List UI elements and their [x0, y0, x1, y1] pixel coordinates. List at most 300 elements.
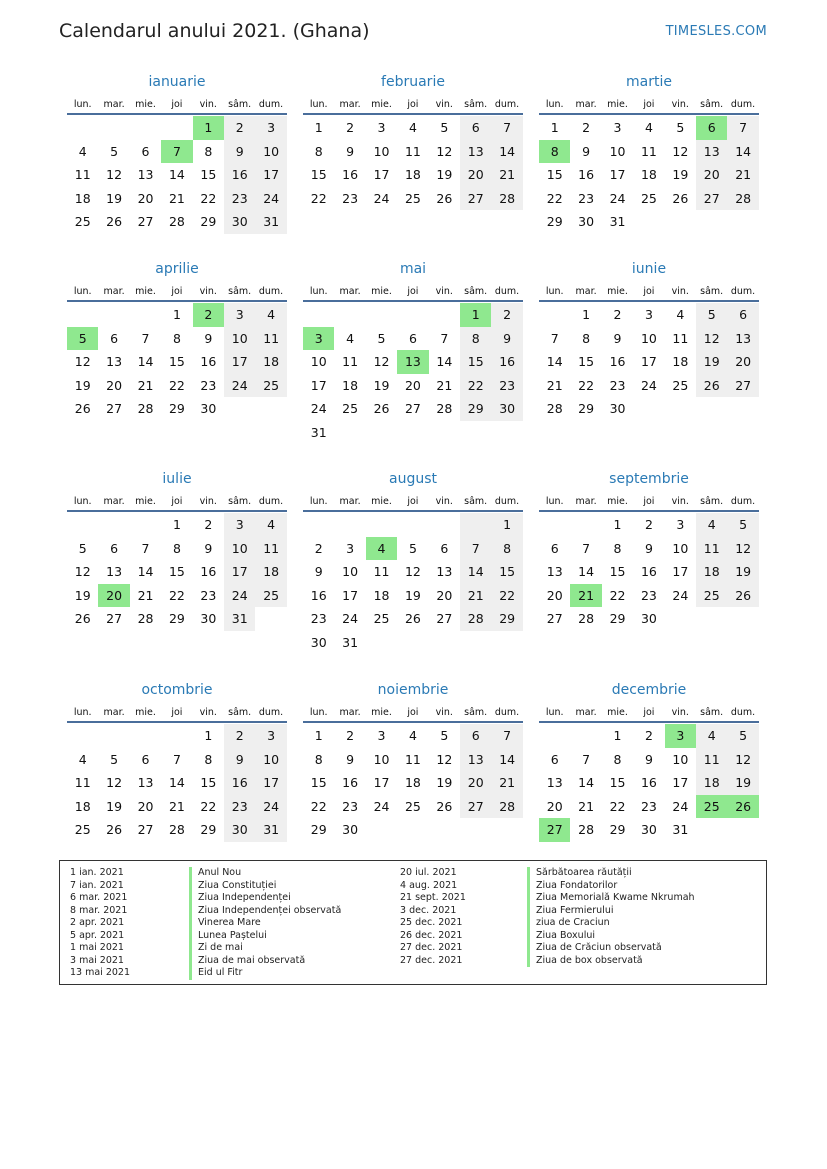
weekday-header [67, 705, 287, 723]
day-grid [303, 116, 523, 210]
weekday-header [303, 97, 523, 115]
day-cell: 18 [672, 354, 689, 369]
day-cell: 10 [342, 564, 359, 579]
day-cell: 3 [346, 540, 355, 556]
day-cell: 29 [200, 822, 217, 837]
day-cell: 16 [640, 564, 657, 579]
day-cell: 8 [613, 751, 622, 767]
empty-cell [98, 116, 129, 140]
day-cell: 26 [727, 795, 758, 819]
day-cell: 30 [491, 397, 522, 421]
weekday-label: lun. [309, 496, 328, 507]
weekday-label: sâm. [700, 99, 724, 110]
day-cell: 26 [373, 401, 390, 416]
day-cell: 8 [314, 751, 323, 767]
day-cell: 28 [168, 214, 185, 229]
day-cell: 5 [408, 540, 417, 556]
weekday-label: dum. [258, 286, 284, 297]
day-cell: 12 [436, 751, 453, 767]
day-cell: 24 [640, 377, 657, 393]
weekday-label: mie. [135, 99, 156, 110]
day-cell: 6 [141, 751, 150, 767]
day-cell: 20 [460, 771, 491, 795]
day-cell: 2 [224, 116, 255, 140]
day-cell: 7 [582, 540, 591, 556]
day-cell: 24 [255, 795, 286, 819]
day-cell: 3 [676, 517, 685, 532]
weekday-label: vin. [199, 286, 217, 297]
day-cell: 21 [578, 798, 595, 814]
day-cell: 10 [609, 143, 626, 159]
day-cell: 6 [141, 143, 150, 159]
day-cell: 13 [460, 748, 491, 772]
day-cell: 29 [609, 611, 626, 626]
weekday-label: dum. [258, 99, 284, 110]
day-cell: 30 [200, 401, 217, 416]
month-ianuarie [67, 73, 287, 234]
weekday-label: dum. [730, 99, 756, 110]
month-name: decembrie [611, 682, 687, 698]
day-cell: 26 [696, 374, 727, 398]
day-cell: 7 [582, 751, 591, 767]
holiday-date: 1 ian. 2021 [70, 867, 124, 878]
day-cell: 8 [460, 327, 491, 351]
day-cell: 18 [255, 560, 286, 584]
day-cell: 19 [74, 587, 91, 603]
day-cell: 5 [727, 513, 758, 537]
holiday-name: Sărbătoarea răutății [527, 867, 695, 880]
day-cell: 30 [640, 611, 657, 626]
holiday-name: Ziua de Crăciun observată [527, 942, 695, 955]
day-cell: 13 [546, 564, 563, 579]
day-cell: 7 [161, 140, 192, 164]
day-cell: 3 [255, 116, 286, 140]
holiday-name: Eid ul Fitr [189, 967, 341, 980]
weekday-label: sâm. [228, 286, 252, 297]
day-cell: 6 [696, 116, 727, 140]
day-cell: 22 [168, 377, 185, 393]
day-cell: 19 [404, 587, 421, 603]
holiday-name: Ziua de box observată [527, 955, 695, 968]
holiday-name: Ziua de mai observată [189, 955, 341, 968]
day-cell: 26 [727, 584, 758, 608]
day-cell: 3 [377, 728, 386, 743]
weekday-label: vin. [435, 286, 453, 297]
holiday-name: Ziua Fondatorilor [527, 880, 695, 893]
day-cell: 11 [74, 775, 91, 790]
weekday-label: vin. [435, 99, 453, 110]
day-cell: 15 [609, 775, 626, 790]
day-grid [67, 513, 287, 631]
weekday-label: mar. [339, 707, 361, 718]
day-cell: 26 [74, 611, 91, 626]
weekday-label: lun. [545, 286, 564, 297]
holiday-date: 7 ian. 2021 [70, 879, 124, 891]
day-cell: 5 [676, 120, 685, 135]
day-cell: 17 [255, 771, 286, 795]
weekday-label: lun. [309, 707, 328, 718]
day-cell: 1 [172, 307, 181, 322]
day-cell: 9 [491, 327, 522, 351]
day-cell: 16 [491, 350, 522, 374]
weekday-label: dum. [494, 286, 520, 297]
day-cell: 20 [727, 350, 758, 374]
day-cell: 15 [200, 167, 217, 182]
day-cell: 11 [404, 143, 421, 159]
day-cell: 29 [578, 401, 595, 416]
day-cell: 12 [106, 167, 123, 182]
day-cell: 28 [578, 822, 595, 837]
day-cell: 22 [491, 584, 522, 608]
weekday-label: vin. [435, 707, 453, 718]
empty-cell [334, 513, 365, 537]
day-cell: 19 [672, 167, 689, 182]
day-cell: 8 [204, 751, 213, 767]
day-cell: 16 [200, 354, 217, 369]
month-octombrie [67, 681, 287, 842]
day-cell: 19 [436, 167, 453, 182]
day-cell: 16 [342, 167, 359, 182]
day-cell: 31 [342, 634, 359, 650]
weekday-label: dum. [730, 707, 756, 718]
day-cell: 23 [578, 190, 595, 206]
day-cell: 8 [613, 540, 622, 556]
empty-cell [303, 513, 334, 537]
day-cell: 12 [404, 564, 421, 579]
day-cell: 23 [640, 587, 657, 603]
day-cell: 22 [578, 377, 595, 393]
day-cell: 19 [373, 377, 390, 393]
day-cell: 29 [609, 822, 626, 837]
day-cell: 14 [436, 354, 453, 369]
day-cell: 28 [546, 401, 563, 416]
day-cell: 23 [224, 795, 255, 819]
day-cell: 1 [204, 728, 213, 743]
day-cell: 21 [491, 163, 522, 187]
holiday-date: 27 dec. 2021 [400, 942, 463, 953]
day-cell: 8 [204, 143, 213, 159]
weekday-label: dum. [494, 707, 520, 718]
day-cell: 28 [168, 822, 185, 837]
weekday-label: mar. [103, 286, 125, 297]
empty-cell [570, 513, 601, 537]
day-cell: 11 [255, 327, 286, 351]
day-cell: 21 [168, 190, 185, 206]
day-cell: 17 [640, 354, 657, 369]
weekday-label: mar. [575, 496, 597, 507]
month-iulie [67, 470, 287, 631]
day-cell: 5 [377, 330, 386, 346]
day-cell: 26 [106, 822, 123, 837]
day-cell: 15 [168, 354, 185, 369]
month-name: octombrie [141, 682, 213, 698]
holiday-name: Lunea Paștelui [189, 930, 341, 943]
day-cell: 31 [609, 214, 626, 229]
day-cell: 14 [578, 564, 595, 579]
day-cell: 9 [224, 140, 255, 164]
day-cell: 26 [672, 190, 689, 206]
day-cell: 22 [200, 798, 217, 814]
day-cell: 9 [204, 330, 213, 346]
weekday-label: joi [643, 496, 655, 507]
weekday-label: sâm. [228, 707, 252, 718]
day-cell: 13 [106, 564, 123, 579]
empty-cell [67, 303, 98, 327]
day-cell: 2 [346, 728, 355, 743]
holiday-name: Ziua Independenței observată [189, 905, 341, 918]
day-cell: 15 [578, 354, 595, 369]
day-grid [539, 513, 759, 631]
month-name: aprilie [155, 261, 199, 277]
day-cell: 2 [346, 120, 355, 135]
day-cell: 6 [440, 540, 449, 556]
holiday-date: 8 mar. 2021 [70, 904, 128, 916]
day-cell: 21 [727, 163, 758, 187]
day-cell: 14 [578, 775, 595, 790]
empty-cell [67, 724, 98, 748]
day-grid [67, 724, 287, 842]
day-cell: 22 [546, 190, 563, 206]
day-cell: 20 [460, 163, 491, 187]
day-cell: 14 [137, 354, 154, 369]
day-cell: 11 [74, 167, 91, 182]
day-cell: 2 [491, 303, 522, 327]
day-cell: 23 [200, 377, 217, 393]
weekday-label: mie. [135, 496, 156, 507]
empty-cell [397, 513, 428, 537]
day-cell: 20 [98, 584, 129, 608]
day-cell: 10 [255, 140, 286, 164]
weekday-label: mie. [371, 707, 392, 718]
day-cell: 19 [106, 190, 123, 206]
weekday-label: lun. [73, 496, 92, 507]
day-grid [303, 724, 523, 842]
day-cell: 30 [640, 822, 657, 837]
day-cell: 2 [644, 728, 653, 743]
day-cell: 15 [546, 167, 563, 182]
empty-cell [98, 303, 129, 327]
day-cell: 24 [224, 374, 255, 398]
day-cell: 13 [106, 354, 123, 369]
holiday-name: Ziua Constituției [189, 880, 341, 893]
day-cell: 18 [404, 167, 421, 182]
day-cell: 13 [397, 350, 428, 374]
weekday-label: mie. [371, 496, 392, 507]
day-cell: 29 [200, 214, 217, 229]
day-cell: 9 [224, 748, 255, 772]
day-cell: 10 [310, 354, 327, 369]
day-cell: 3 [255, 724, 286, 748]
day-cell: 6 [727, 303, 758, 327]
day-cell: 17 [224, 350, 255, 374]
weekday-label: lun. [73, 707, 92, 718]
weekday-label: sâm. [700, 286, 724, 297]
day-cell: 23 [640, 798, 657, 814]
day-cell: 31 [310, 424, 327, 440]
day-cell: 12 [106, 775, 123, 790]
day-cell: 15 [491, 560, 522, 584]
day-cell: 6 [110, 330, 119, 346]
holiday-legend [59, 860, 767, 985]
day-cell: 14 [460, 560, 491, 584]
day-cell: 9 [314, 564, 323, 579]
weekday-header [539, 705, 759, 723]
day-cell: 27 [106, 611, 123, 626]
weekday-header [539, 494, 759, 512]
day-cell: 31 [672, 822, 689, 837]
holiday-name: Ziua Boxului [527, 930, 695, 943]
day-cell: 16 [578, 167, 595, 182]
day-cell: 31 [224, 607, 255, 631]
day-cell: 21 [546, 377, 563, 393]
page-title: Calendarul anului 2021. (Ghana) [59, 20, 370, 42]
day-cell: 6 [460, 724, 491, 748]
day-cell: 18 [373, 587, 390, 603]
day-grid [67, 116, 287, 234]
day-cell: 17 [342, 587, 359, 603]
empty-cell [161, 116, 192, 140]
day-cell: 19 [696, 350, 727, 374]
weekday-label: vin. [199, 707, 217, 718]
day-cell: 14 [727, 140, 758, 164]
day-cell: 25 [696, 795, 727, 819]
day-cell: 7 [141, 330, 150, 346]
holiday-name: Ziua Memorială Kwame Nkrumah [527, 892, 695, 905]
holiday-date: 13 mai 2021 [70, 967, 131, 978]
weekday-label: mie. [135, 286, 156, 297]
month-name: august [389, 471, 437, 487]
weekday-label: joi [171, 286, 183, 297]
weekday-label: sâm. [700, 707, 724, 718]
weekday-label: lun. [73, 286, 92, 297]
day-cell: 12 [672, 143, 689, 159]
day-cell: 3 [613, 120, 622, 135]
day-cell: 17 [672, 775, 689, 790]
holiday-name: Anul Nou [189, 867, 341, 880]
day-cell: 1 [550, 120, 559, 135]
day-cell: 4 [644, 120, 653, 135]
weekday-label: joi [171, 496, 183, 507]
empty-cell [130, 513, 161, 537]
day-cell: 24 [310, 401, 327, 416]
weekday-label: mie. [371, 99, 392, 110]
day-cell: 24 [342, 611, 359, 626]
day-cell: 23 [491, 374, 522, 398]
day-cell: 26 [436, 798, 453, 814]
legend-right-names [527, 867, 695, 967]
day-grid [539, 116, 759, 234]
day-cell: 10 [640, 330, 657, 346]
day-cell: 1 [582, 307, 591, 322]
weekday-label: mar. [575, 286, 597, 297]
day-cell: 18 [696, 560, 727, 584]
day-cell: 25 [255, 374, 286, 398]
day-cell: 6 [110, 540, 119, 556]
day-cell: 21 [460, 584, 491, 608]
day-cell: 5 [78, 540, 87, 556]
day-cell: 25 [640, 190, 657, 206]
day-cell: 25 [373, 611, 390, 626]
day-cell: 10 [672, 751, 689, 767]
day-cell: 22 [168, 587, 185, 603]
day-cell: 18 [696, 771, 727, 795]
weekday-label: vin. [671, 99, 689, 110]
day-cell: 1 [172, 517, 181, 532]
day-cell: 26 [106, 214, 123, 229]
weekday-label: mar. [339, 286, 361, 297]
month-name: iulie [162, 471, 192, 487]
day-cell: 18 [74, 798, 91, 814]
holiday-name: Ziua Independenței [189, 892, 341, 905]
day-cell: 6 [460, 116, 491, 140]
weekday-label: dum. [258, 707, 284, 718]
day-cell: 2 [224, 724, 255, 748]
day-cell: 24 [255, 187, 286, 211]
day-cell: 1 [314, 120, 323, 135]
day-cell: 27 [137, 214, 154, 229]
day-cell: 17 [310, 377, 327, 393]
day-cell: 23 [200, 587, 217, 603]
weekday-label: mie. [607, 99, 628, 110]
site-link[interactable]: TIMESLES.COM [665, 24, 767, 39]
day-cell: 5 [696, 303, 727, 327]
day-cell: 27 [539, 818, 570, 842]
day-cell: 13 [546, 775, 563, 790]
weekday-label: joi [407, 99, 419, 110]
day-cell: 16 [609, 354, 626, 369]
weekday-label: joi [643, 286, 655, 297]
weekday-label: lun. [545, 99, 564, 110]
day-cell: 16 [224, 163, 255, 187]
day-cell: 9 [644, 540, 653, 556]
day-cell: 19 [74, 377, 91, 393]
day-cell: 11 [672, 330, 689, 346]
day-cell: 14 [491, 140, 522, 164]
weekday-label: vin. [199, 496, 217, 507]
month-name: iunie [631, 261, 667, 277]
day-cell: 9 [346, 751, 355, 767]
day-cell: 18 [404, 775, 421, 790]
day-cell: 4 [78, 143, 87, 159]
day-cell: 12 [696, 327, 727, 351]
day-cell: 29 [168, 401, 185, 416]
empty-cell [539, 303, 570, 327]
day-cell: 23 [224, 187, 255, 211]
day-cell: 27 [436, 611, 453, 626]
day-cell: 11 [696, 537, 727, 561]
day-cell: 30 [200, 611, 217, 626]
day-cell: 27 [106, 401, 123, 416]
day-cell: 15 [609, 564, 626, 579]
weekday-label: dum. [494, 99, 520, 110]
day-cell: 23 [342, 190, 359, 206]
day-cell: 18 [640, 167, 657, 182]
day-cell: 24 [224, 584, 255, 608]
weekday-label: dum. [730, 286, 756, 297]
day-cell: 31 [255, 818, 286, 842]
day-cell: 12 [74, 354, 91, 369]
day-cell: 16 [200, 564, 217, 579]
month-name: septembrie [609, 471, 689, 487]
holiday-date: 1 mai 2021 [70, 942, 124, 953]
day-cell: 21 [137, 587, 154, 603]
day-cell: 23 [342, 798, 359, 814]
weekday-header [539, 97, 759, 115]
day-cell: 1 [193, 116, 224, 140]
month-name: martie [626, 74, 672, 90]
weekday-label: mar. [339, 99, 361, 110]
day-cell: 1 [491, 513, 522, 537]
